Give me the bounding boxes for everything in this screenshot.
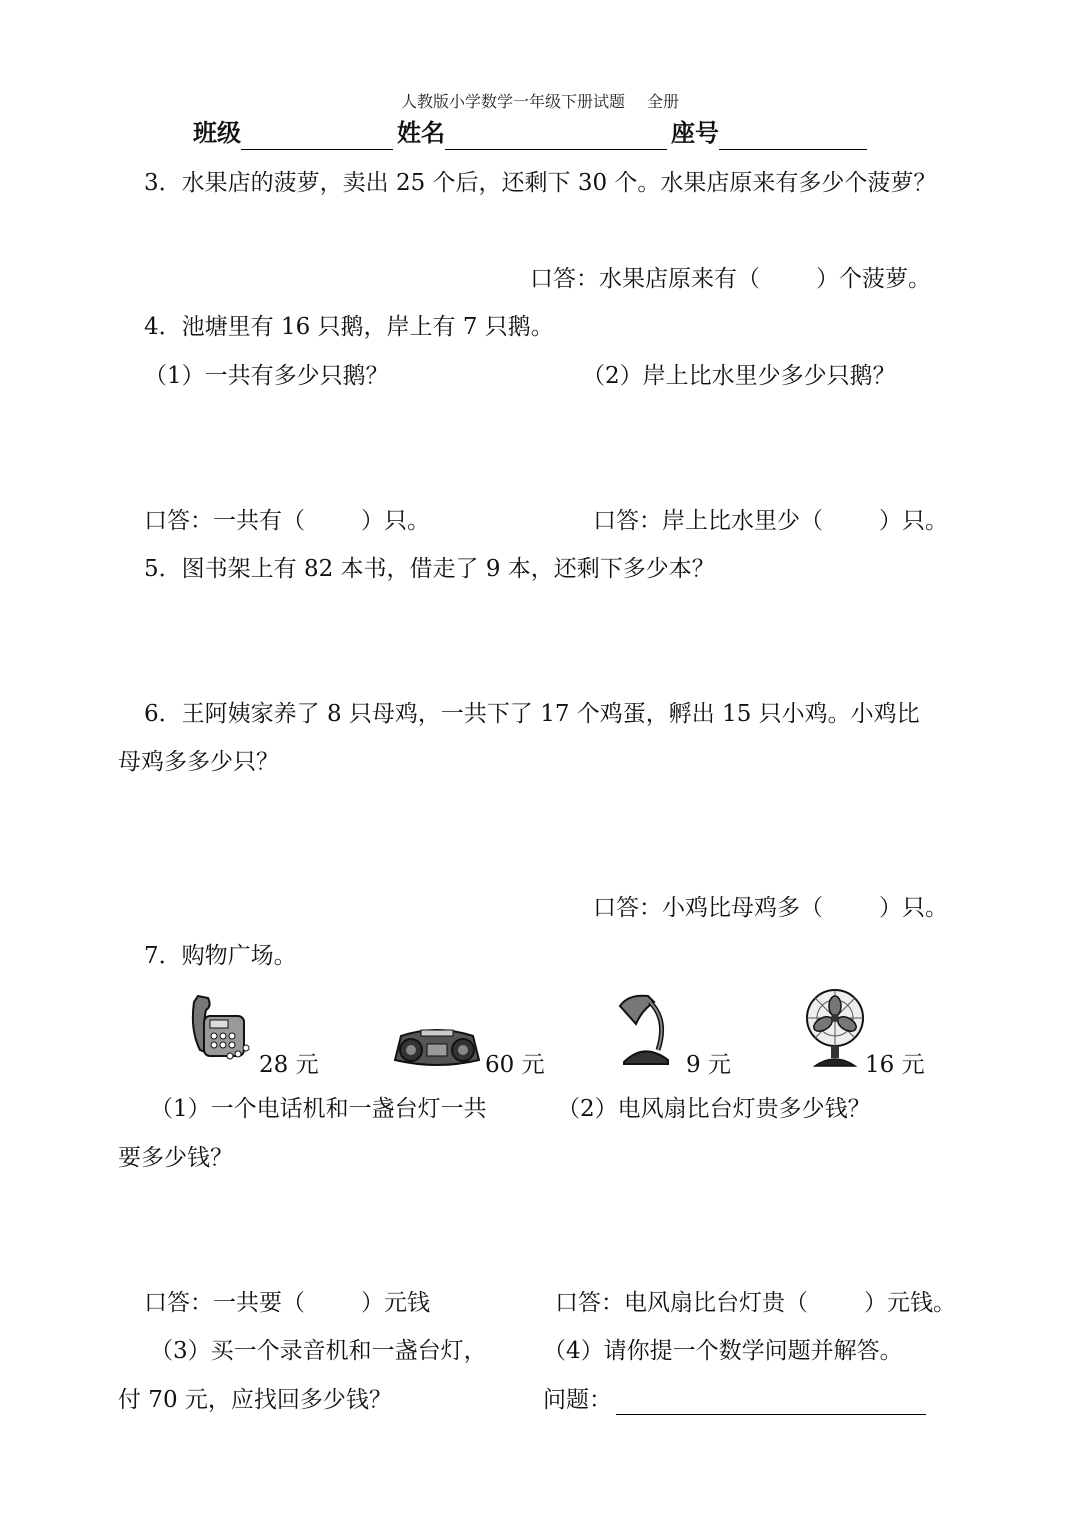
q5-text: 5．图书架上有 82 本书，借走了 9 本，还剩下多少本？ [144, 556, 715, 582]
q7-part3-line2: 付 70 元，应找回多少钱？ [118, 1387, 392, 1413]
fan-price: 16 元 [865, 1052, 925, 1078]
student-info-line [193, 116, 871, 150]
q7-question-row [543, 1385, 926, 1415]
page-header [0, 89, 1080, 112]
desk-lamp-icon [614, 990, 674, 1068]
header-scope: 全册 [647, 92, 680, 111]
q4-part1: （1）一共有多少只鹅？ [144, 363, 389, 389]
q7-part3-line1: （3）买一个录音机和一盏台灯， [150, 1338, 487, 1364]
seat-field[interactable] [719, 123, 867, 150]
name-label: 姓名 [397, 119, 445, 147]
header-title: 人教版小学数学一年级下册试题 [400, 92, 625, 111]
telephone-icon [186, 990, 256, 1065]
fan-icon [803, 988, 867, 1068]
q3-answer: 口答：水果店原来有（ ）个菠萝。 [530, 266, 931, 292]
desk-lamp-price: 9 元 [686, 1052, 731, 1078]
seat-label: 座号 [671, 119, 719, 147]
class-label: 班级 [193, 119, 241, 147]
telephone-price: 28 元 [259, 1052, 319, 1078]
q7-answer2: 口答：电风扇比台灯贵（ ）元钱。 [555, 1290, 956, 1316]
q6-line2: 母鸡多多少只？ [118, 749, 279, 775]
q6-line1: 6．王阿姨家养了 8 只母鸡，一共下了 17 个鸡蛋，孵出 15 只小鸡。小鸡比 [144, 701, 920, 727]
q6-answer: 口答：小鸡比母鸡多（ ）只。 [593, 895, 948, 921]
question-label: 问题： [543, 1387, 612, 1413]
radio-price: 60 元 [485, 1052, 545, 1078]
q4-answer2: 口答：岸上比水里少（ ）只。 [593, 508, 948, 534]
q7-part2: （2）电风扇比台灯贵多少钱？ [557, 1096, 871, 1122]
q4-text: 4．池塘里有 16 只鹅，岸上有 7 只鹅。 [144, 314, 554, 340]
q3-text: 3．水果店的菠萝，卖出 25 个后，还剩下 30 个。水果店原来有多少个菠萝？ [144, 170, 937, 196]
q7-answer1: 口答：一共要（ ）元钱 [144, 1290, 430, 1316]
q7-part1-line2: 要多少钱？ [118, 1145, 233, 1171]
question-field[interactable] [616, 1388, 926, 1415]
class-field[interactable] [241, 123, 393, 150]
q7-part4: （4）请你提一个数学问题并解答。 [543, 1338, 903, 1364]
q7-text: 7．购物广场。 [144, 943, 297, 969]
q7-part1-line1: （1）一个电话机和一盏台灯一共 [150, 1096, 487, 1122]
radio-icon [391, 1022, 483, 1070]
name-field[interactable] [445, 123, 667, 150]
q4-answer1: 口答：一共有（ ）只。 [144, 508, 430, 534]
q4-part2: （2）岸上比水里少多少只鹅？ [582, 363, 896, 389]
